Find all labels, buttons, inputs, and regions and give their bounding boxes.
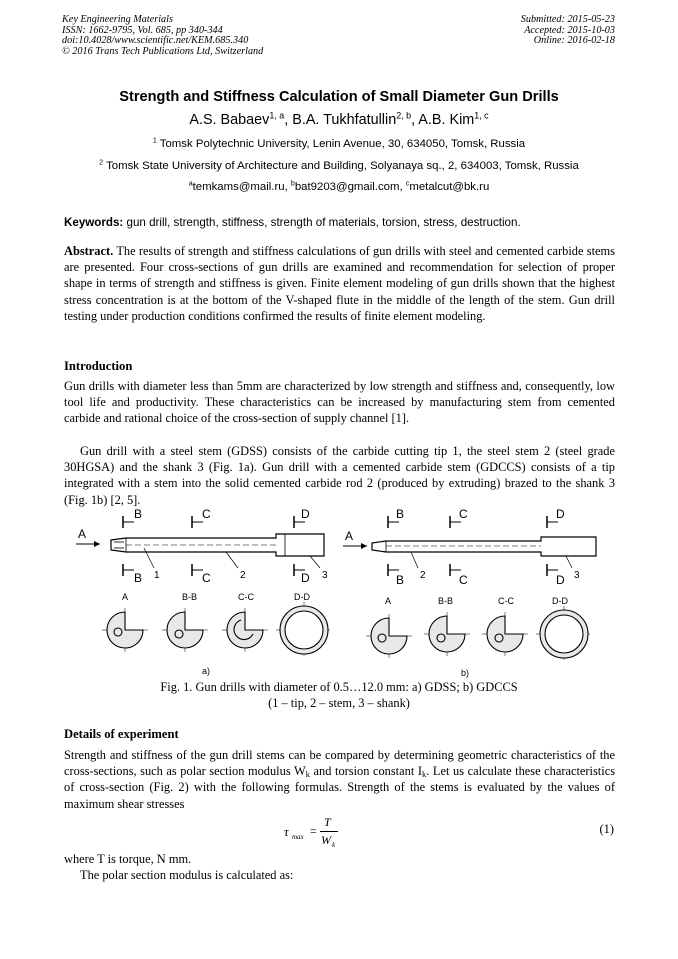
section-label: D-D	[294, 592, 310, 602]
journal-name: Key Engineering Materials	[62, 14, 173, 25]
intro-paragraph-1: Gun drills with diameter less than 5mm are characterized by low strength and stiffness and, consequently, low tool life and productivity. These characteristics can be increased by manufacturing stem from cemented carbide and rational choice of the cross-section of supply channel [1].	[64, 379, 615, 426]
email[interactable]: metalcut@bk.ru	[409, 181, 490, 193]
subscript: k	[305, 769, 310, 780]
eq-numerator: T	[324, 815, 331, 829]
label-c: C	[459, 573, 468, 587]
abstract-text: The results of strength and stiffness calculations of gun drills with steel and cemented carbide stems are presented. Four cross-sections of gun drills are examined and recommendation for selection of proper shape in terms of strength and stiffness is given. Finite element modeling of gun drills shown that the highest stress concentration is at the bottom of the V-shaped flute in the middle of the length of the stem. Gun drill testing under production conditions confirmed the results of finite element modeling.	[64, 244, 616, 323]
subfigure-label-a: a)	[202, 666, 211, 676]
affiliation-sup: 2	[99, 159, 104, 167]
email-sup: c	[405, 180, 410, 188]
part-label-2: 2	[420, 570, 426, 581]
abstract	[64, 243, 615, 324]
abstract-label: Abstract.	[64, 244, 114, 258]
cross-sections-b	[366, 606, 592, 678]
section-label: B-B	[438, 596, 454, 606]
section-label: A	[122, 592, 129, 602]
section-heading-experiment: Details of experiment	[64, 727, 179, 741]
label-a: A	[78, 527, 87, 541]
affiliation-text: Tomsk State University of Architecture and Building, Solyanaya sq., 2, 634003, Tomsk, Russia	[106, 160, 579, 172]
exp-text: . Let us calculate these characteristics of cross-section (Fig. 2) with the following formulas. Strength of the stems is evaluated by the values of maximum shear stresses	[64, 764, 616, 811]
doi: doi:10.4028/www.scientific.net/KEM.685.340	[62, 35, 249, 47]
exp-text: Strength and stiffness of the gun drill stems can be compared by determining geometric characteristics of the cross-sections, such as polar section modulus W	[64, 748, 615, 779]
label-c: C	[202, 507, 211, 521]
author-sup: 2, b	[396, 110, 412, 121]
label-b: B	[134, 571, 143, 585]
keywords-text: gun drill, strength, stiffness, strength of materials, torsion, stress, destruction.	[126, 216, 521, 229]
eq-tau: τ	[284, 824, 289, 839]
part-label-2: 2	[240, 570, 246, 581]
part-label-1: 1	[154, 570, 160, 581]
issn: ISSN: 1662-9795, Vol. 685, pp 340-344	[62, 24, 223, 36]
label-b: B	[396, 507, 405, 521]
affiliation	[0, 138, 678, 150]
experiment-paragraph-3: The polar section modulus is calculated as:	[80, 868, 294, 882]
equation-1: τ max = T W k	[284, 815, 344, 851]
caption-line-1: Fig. 1. Gun drills with diameter of 0.5…12.0 mm: a) GDSS; b) GDCCS	[160, 680, 518, 694]
email-sup: b	[290, 180, 295, 188]
part-label-3: 3	[322, 570, 328, 581]
eq-tau-sub: max	[292, 833, 304, 841]
label-a: A	[345, 529, 354, 543]
experiment-paragraph-2: where T is torque, N mm.	[64, 852, 192, 866]
figure-1-caption	[0, 679, 678, 711]
affiliation-text: Tomsk Polytechnic University, Lenin Avenue, 30, 634050, Tomsk, Russia	[159, 138, 526, 150]
label-c: C	[202, 571, 211, 585]
subfigure-label-b: b)	[461, 668, 470, 678]
section-label: D-D	[552, 596, 568, 606]
online-date: Online: 2016-02-18	[533, 35, 615, 47]
submitted-date: Submitted: 2015-05-23	[520, 14, 615, 25]
eq-den-sub: k	[332, 841, 336, 849]
label-d: D	[556, 573, 565, 587]
subscript: k	[421, 769, 427, 780]
paper-title: Strength and Stiffness Calculation of Small Diameter Gun Drills	[119, 89, 559, 105]
drill-a-drawing	[76, 507, 328, 585]
label-b: B	[396, 573, 405, 587]
intro-paragraph-2: Gun drill with a steel stem (GDSS) consists of the carbide cutting tip 1, the steel stem 2 (steel grade 30HGSA) and the shank 3 (Fig. 1a). Gun drill with a cemented carbide stem (GDCCS) consists of a tip integrated with a stem into the solid cemented carbide rod 2 (produced by extruding) brazed to the shank 3 (Fig. 1b) [2, 5].	[64, 444, 615, 507]
affiliation-sup: 1	[152, 137, 157, 145]
author-list: A.S. Babaev$^{1, a}$, B.A. Tukhfatullin$^{2, b}$, A.B. Kim$^{1, c}$	[189, 110, 489, 128]
exp-text: and torsion constant I	[310, 764, 422, 779]
accepted-date: Accepted: 2015-10-03	[524, 24, 615, 36]
section-heading-introduction: Introduction	[64, 359, 133, 373]
eq-denominator: W	[321, 833, 331, 847]
affiliation	[0, 160, 678, 172]
email[interactable]: bat9203@gmail.com	[294, 181, 400, 193]
section-label: A	[385, 596, 392, 606]
cross-sections-a	[102, 602, 332, 676]
author-sup: 1, c	[474, 110, 489, 121]
label-d: D	[301, 507, 310, 521]
journal-header	[62, 15, 263, 57]
author-sup: 1, a	[269, 110, 285, 121]
label-c: C	[459, 507, 468, 521]
part-label-3: 3	[574, 570, 580, 581]
equation-number: (1)	[599, 822, 614, 836]
copyright: © 2016 Trans Tech Publications Ltd, Switzerland	[62, 45, 264, 57]
author-name: A.B. Kim	[418, 112, 475, 128]
author-name: B.A. Tukhfatullin	[292, 112, 397, 128]
email[interactable]: temkams@mail.ru	[192, 181, 285, 193]
label-d: D	[301, 571, 310, 585]
label-b: B	[134, 507, 143, 521]
email-list: $^a$temkams@mail.ru, $^b$bat9203@gmail.com, $^c$metalcut@bk.ru	[188, 180, 490, 193]
author-name: A.S. Babaev	[189, 112, 270, 128]
dates-header	[521, 15, 615, 47]
section-label: B-B	[182, 592, 198, 602]
label-d: D	[556, 507, 565, 521]
figure-1	[66, 504, 612, 680]
section-label: C-C	[238, 592, 254, 602]
section-label: C-C	[498, 596, 514, 606]
caption-line-2: (1 – tip, 2 – stem, 3 – shank)	[268, 696, 410, 710]
keywords-label: Keywords:	[64, 216, 124, 229]
experiment-paragraph-1	[64, 747, 615, 812]
email-sup: a	[188, 180, 193, 188]
keywords	[64, 216, 616, 229]
drill-b-drawing	[343, 507, 596, 587]
